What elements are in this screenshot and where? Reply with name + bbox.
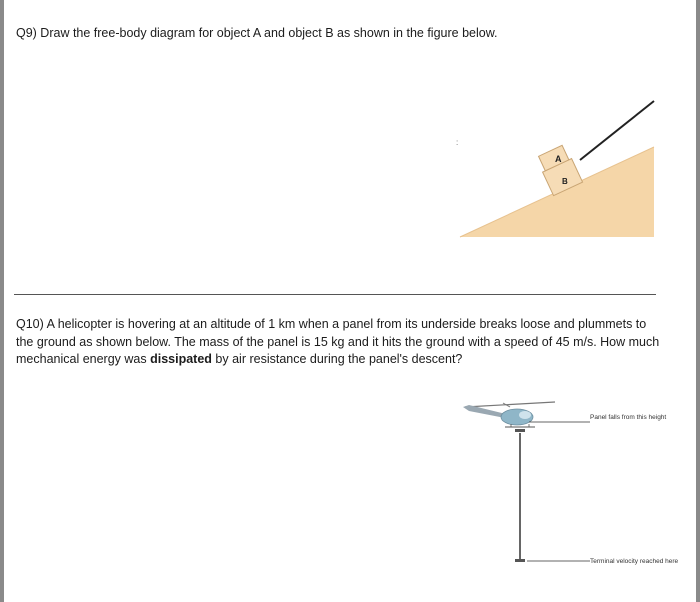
rope <box>580 101 654 160</box>
caption-terminal-velocity: Terminal velocity reached here <box>590 558 679 565</box>
label-a: A <box>555 154 562 164</box>
question-10-text-part-2: by air resistance during the panel's descent? <box>211 352 463 366</box>
panel-top <box>515 429 525 432</box>
section-divider <box>14 294 656 295</box>
label-b: B <box>562 177 568 186</box>
incline-figure <box>440 92 660 242</box>
helicopter-figure <box>455 393 595 578</box>
panel-bottom <box>515 559 525 562</box>
svg-text::: : <box>456 138 459 147</box>
question-10-text <box>16 316 666 369</box>
caption-panel-falls: Panel falls from this height <box>590 414 667 421</box>
question-9-text: Q9) Draw the free-body diagram for object A and object B as shown in the figure below. <box>16 26 498 40</box>
question-10-text-part-1: Q10) A helicopter is hovering at an altitude of 1 km when a panel from its underside breaks loose and plummets to the ground as shown below. The mass of the panel is 15 kg and it hits the ground with a speed of 45 m/s. How much mechanical energy was <box>16 317 660 366</box>
question-10-bold-word: dissipated <box>150 352 212 366</box>
